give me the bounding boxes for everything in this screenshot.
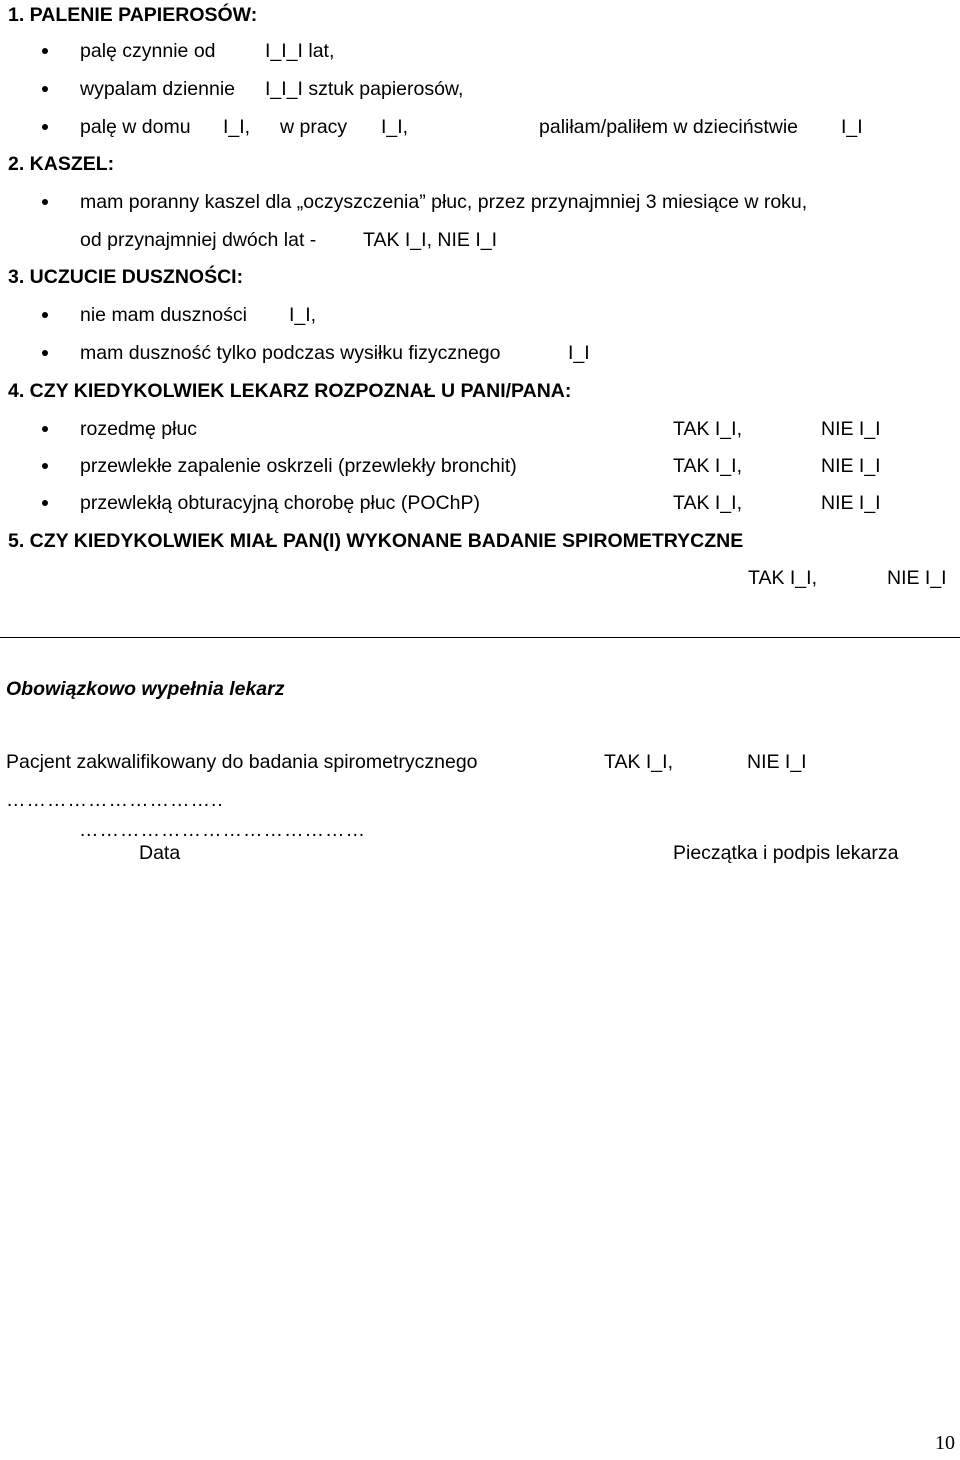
no-dyspnea-label: nie mam duszności — [80, 304, 247, 326]
bullet — [42, 312, 48, 318]
qualified-no-field: NIE I_I — [747, 751, 807, 773]
bullet — [42, 48, 48, 54]
diagnosis-label: przewlekłą obturacyjną chorobę płuc (POChP) — [80, 492, 480, 514]
smoke-work-label: w pracy — [280, 116, 348, 138]
bullet — [42, 350, 48, 356]
bullet — [42, 86, 48, 92]
date-label: Data — [139, 842, 181, 864]
section-5-title: 5. CZY KIEDYKOLWIEK MIAŁ PAN(I) WYKONANE BADANIE SPIROMETRYCZNE — [8, 530, 744, 552]
page-number: 10 — [935, 1432, 955, 1454]
smoking-years-label: palę czynnie od — [80, 40, 216, 62]
bullet — [42, 124, 48, 130]
cough-question: mam poranny kaszel dla „oczyszczenia” płuc, przez przynajmniej 3 miesiące w roku, — [80, 191, 808, 213]
cough-duration-label: od przynajmniej dwóch lat - — [80, 229, 317, 251]
smoking-years-field: I_I_I lat, — [265, 40, 335, 62]
smoke-home-label: palę w domu — [80, 116, 191, 138]
diagnosis-no-field: NIE I_I — [821, 418, 881, 440]
bullet — [42, 463, 48, 469]
section-4-title: 4. CZY KIEDYKOLWIEK LEKARZ ROZPOZNAŁ U PANI/PANA: — [8, 380, 572, 402]
smoke-childhood-label: paliłam/paliłem w dzieciństwie — [539, 116, 799, 138]
smoke-work-field: I_I, — [381, 116, 409, 138]
section-3-title: 3. UCZUCIE DUSZNOŚCI: — [8, 266, 244, 288]
section-1-title: 1. PALENIE PAPIEROSÓW: — [8, 4, 258, 26]
diagnosis-no-field: NIE I_I — [821, 492, 881, 514]
diagnosis-label: przewlekłe zapalenie oskrzeli (przewlekły bronchit) — [80, 455, 517, 477]
diagnosis-yes-field: TAK I_I, — [673, 492, 742, 514]
spirometry-yes-field: TAK I_I, — [748, 567, 817, 589]
bullet — [42, 199, 48, 205]
diagnosis-no-field: NIE I_I — [821, 455, 881, 477]
smoke-childhood-field: I_I — [841, 116, 863, 138]
bullet — [42, 426, 48, 432]
diagnosis-yes-field: TAK I_I, — [673, 455, 742, 477]
no-dyspnea-field: I_I, — [289, 304, 317, 326]
doctor-section-heading: Obowiązkowo wypełnia lekarz — [6, 678, 285, 700]
smoke-home-field: I_I, — [223, 116, 251, 138]
daily-cigarettes-field: I_I_I sztuk papierosów, — [265, 78, 464, 100]
section-divider — [0, 637, 960, 638]
exertion-dyspnea-field: I_I — [568, 342, 590, 364]
diagnosis-yes-field: TAK I_I, — [673, 418, 742, 440]
exertion-dyspnea-label: mam duszność tylko podczas wysiłku fizycznego — [80, 342, 501, 364]
cough-answer-field: TAK I_I, NIE I_I — [363, 229, 498, 251]
section-2-title: 2. KASZEL: — [8, 153, 115, 175]
stamp-signature-label: Pieczątka i podpis lekarza — [673, 842, 899, 864]
signature-dotted-line: …………………………………… — [79, 819, 366, 841]
spirometry-no-field: NIE I_I — [887, 567, 947, 589]
qualified-label: Pacjent zakwalifikowany do badania spirometrycznego — [6, 751, 478, 773]
daily-cigarettes-label: wypalam dziennie — [80, 78, 236, 100]
qualified-yes-field: TAK I_I, — [604, 751, 673, 773]
date-dotted-line: ………………………….. — [6, 789, 224, 811]
diagnosis-label: rozedmę płuc — [80, 418, 198, 440]
bullet — [42, 500, 48, 506]
